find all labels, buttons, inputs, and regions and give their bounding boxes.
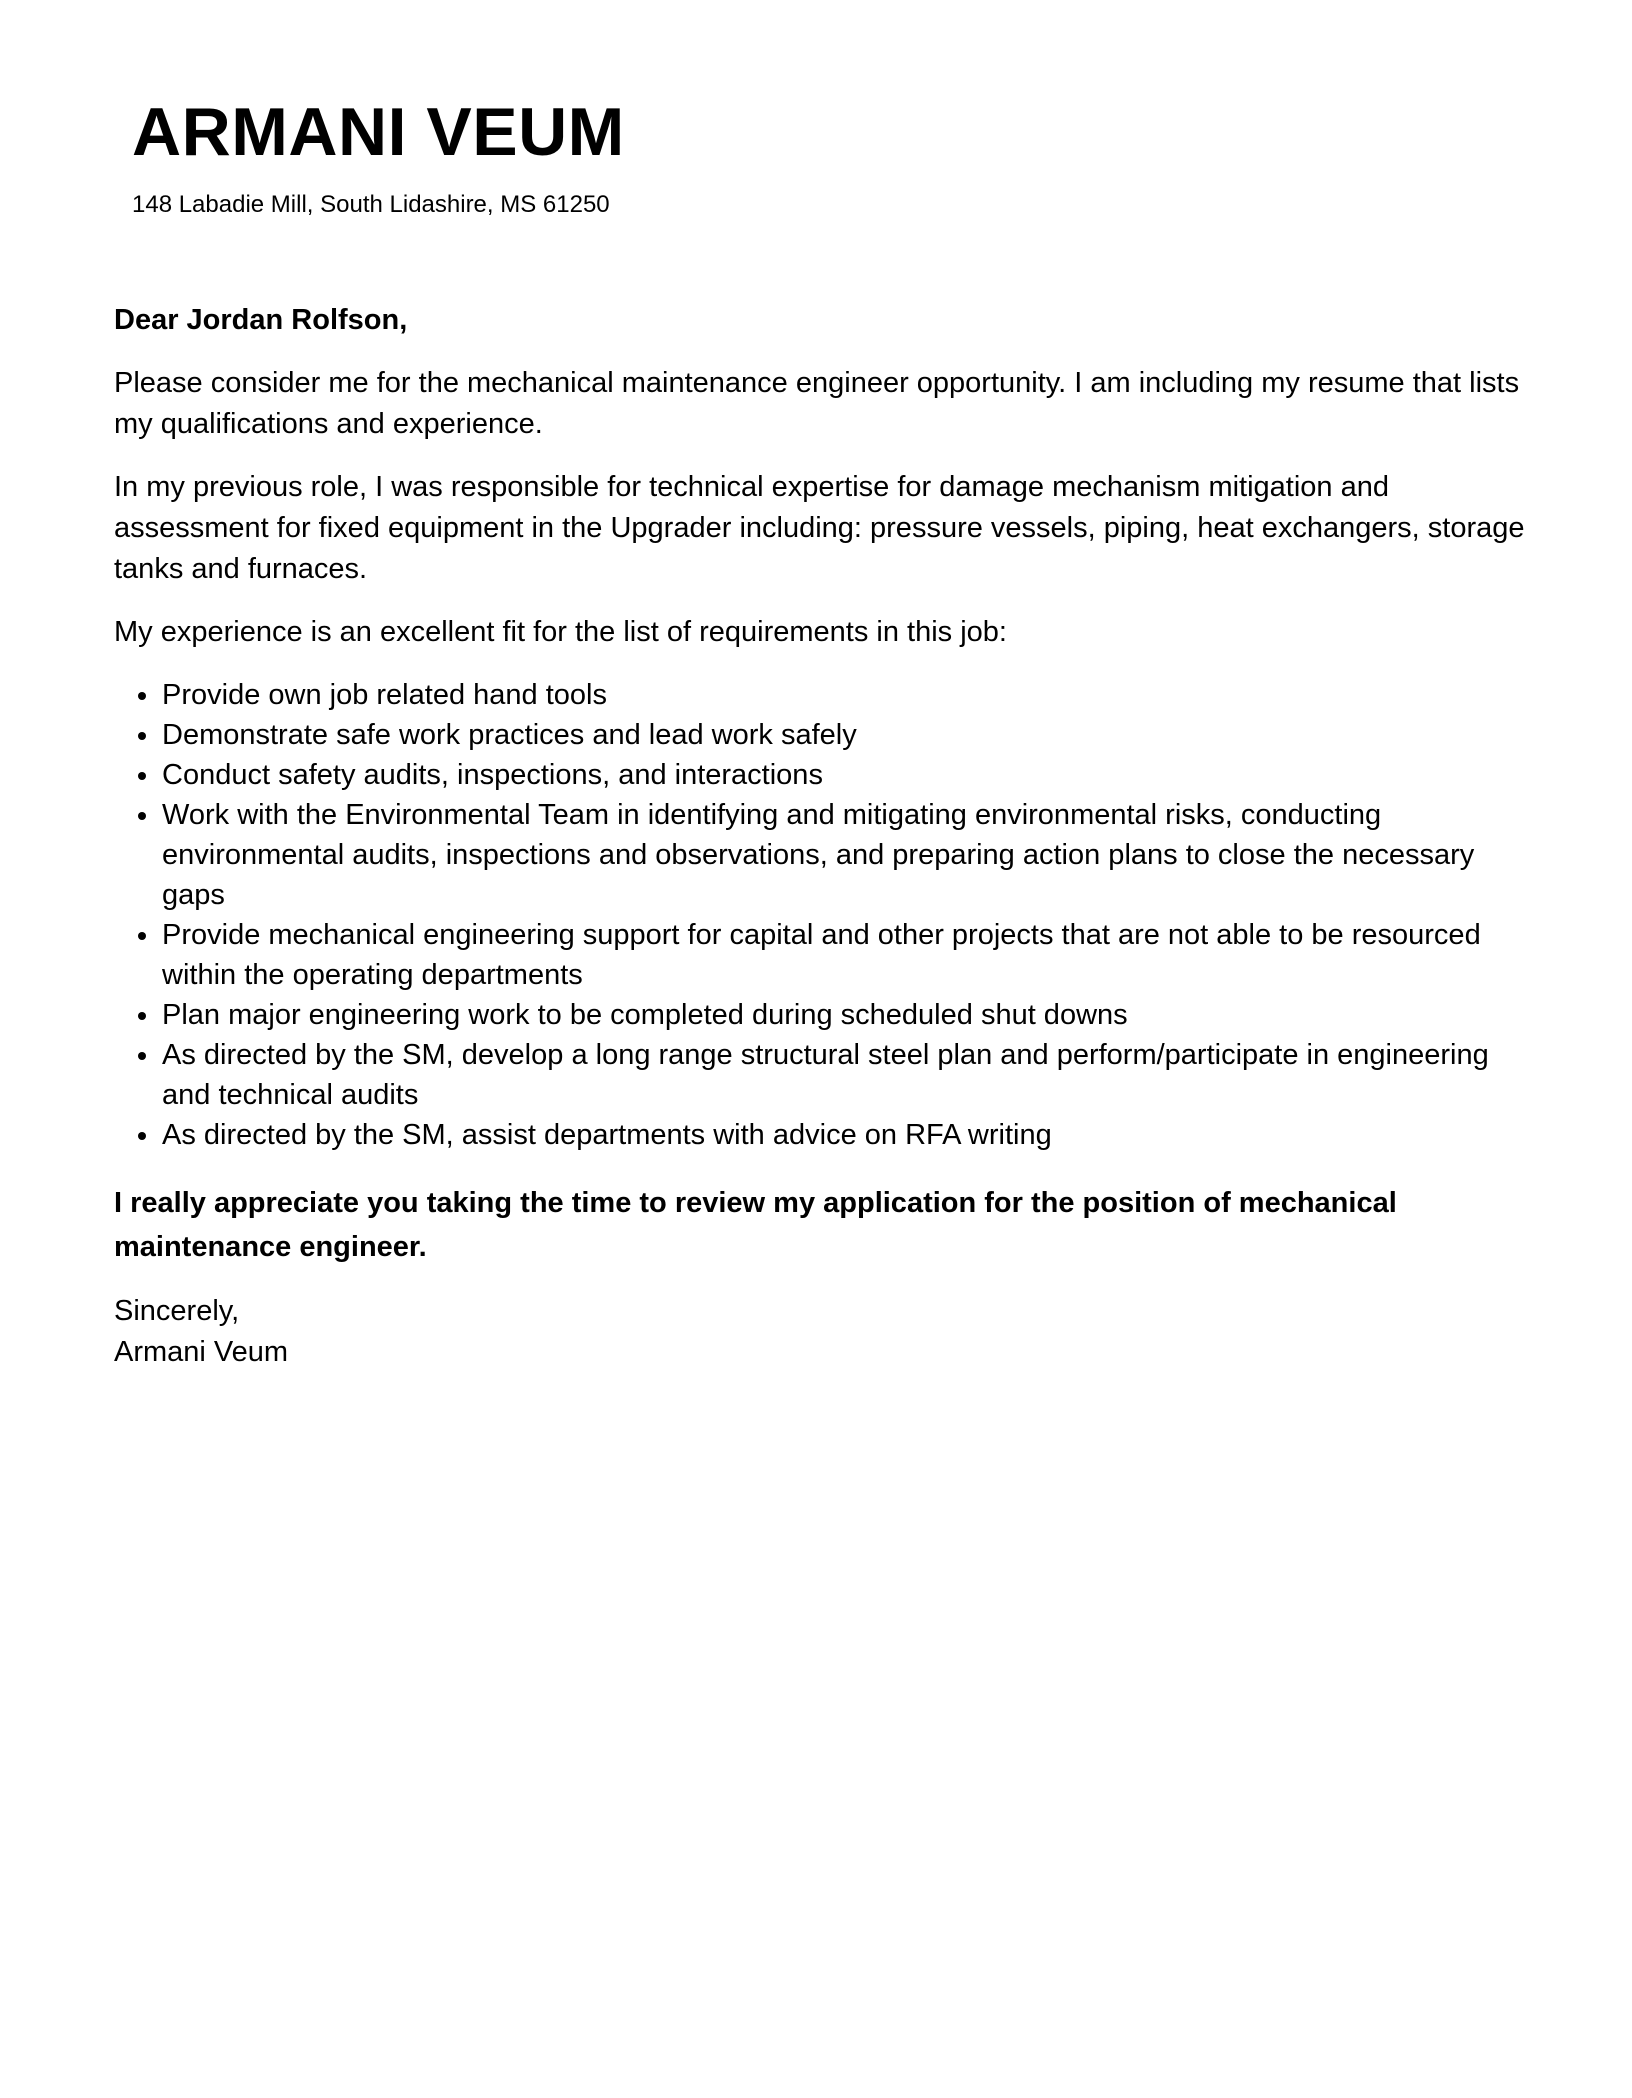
letter-body [114, 300, 1534, 1373]
experience-paragraph: In my previous role, I was responsible for technical expertise for damage mechanism mitigation and assessment for fixed equipment in the Upgrader including: pressure vessels, piping, heat exchangers, storage tanks and furnaces. [114, 471, 1525, 585]
list-item: Provide own job related hand tools [162, 675, 1534, 715]
list-item: Plan major engineering work to be completed during scheduled shut downs [162, 995, 1534, 1035]
requirements-intro: My experience is an excellent fit for the list of requirements in this job: [114, 616, 1007, 648]
applicant-address: 148 Labadie Mill, South Lidashire, MS 61250 [132, 191, 610, 218]
closing-statement: I really appreciate you taking the time to review my application for the position of mechanical maintenance engineer. [114, 1187, 1397, 1263]
list-item: Provide mechanical engineering support for capital and other projects that are not able to be resourced within the operating departments [162, 915, 1534, 995]
list-item: As directed by the SM, develop a long range structural steel plan and perform/participate in engineering and technical audits [162, 1035, 1534, 1115]
list-item: Conduct safety audits, inspections, and interactions [162, 755, 1534, 795]
requirements-list [114, 675, 1534, 1155]
applicant-name: ARMANI VEUM [132, 94, 625, 170]
intro-paragraph: Please consider me for the mechanical maintenance engineer opportunity. I am including my resume that lists my qualifications and experience. [114, 367, 1520, 440]
list-item: Work with the Environmental Team in identifying and mitigating environmental risks, conducting environmental audits, inspections and observations, and preparing action plans to close the necessary gaps [162, 795, 1534, 915]
letter-header [132, 92, 625, 220]
list-item: Demonstrate safe work practices and lead work safely [162, 715, 1534, 755]
list-item: As directed by the SM, assist departments with advice on RFA writing [162, 1115, 1534, 1155]
valediction-text: Sincerely, [114, 1295, 240, 1327]
valediction [114, 1291, 1534, 1373]
signature-name: Armani Veum [114, 1336, 289, 1368]
salutation: Dear Jordan Rolfson, [114, 304, 408, 336]
